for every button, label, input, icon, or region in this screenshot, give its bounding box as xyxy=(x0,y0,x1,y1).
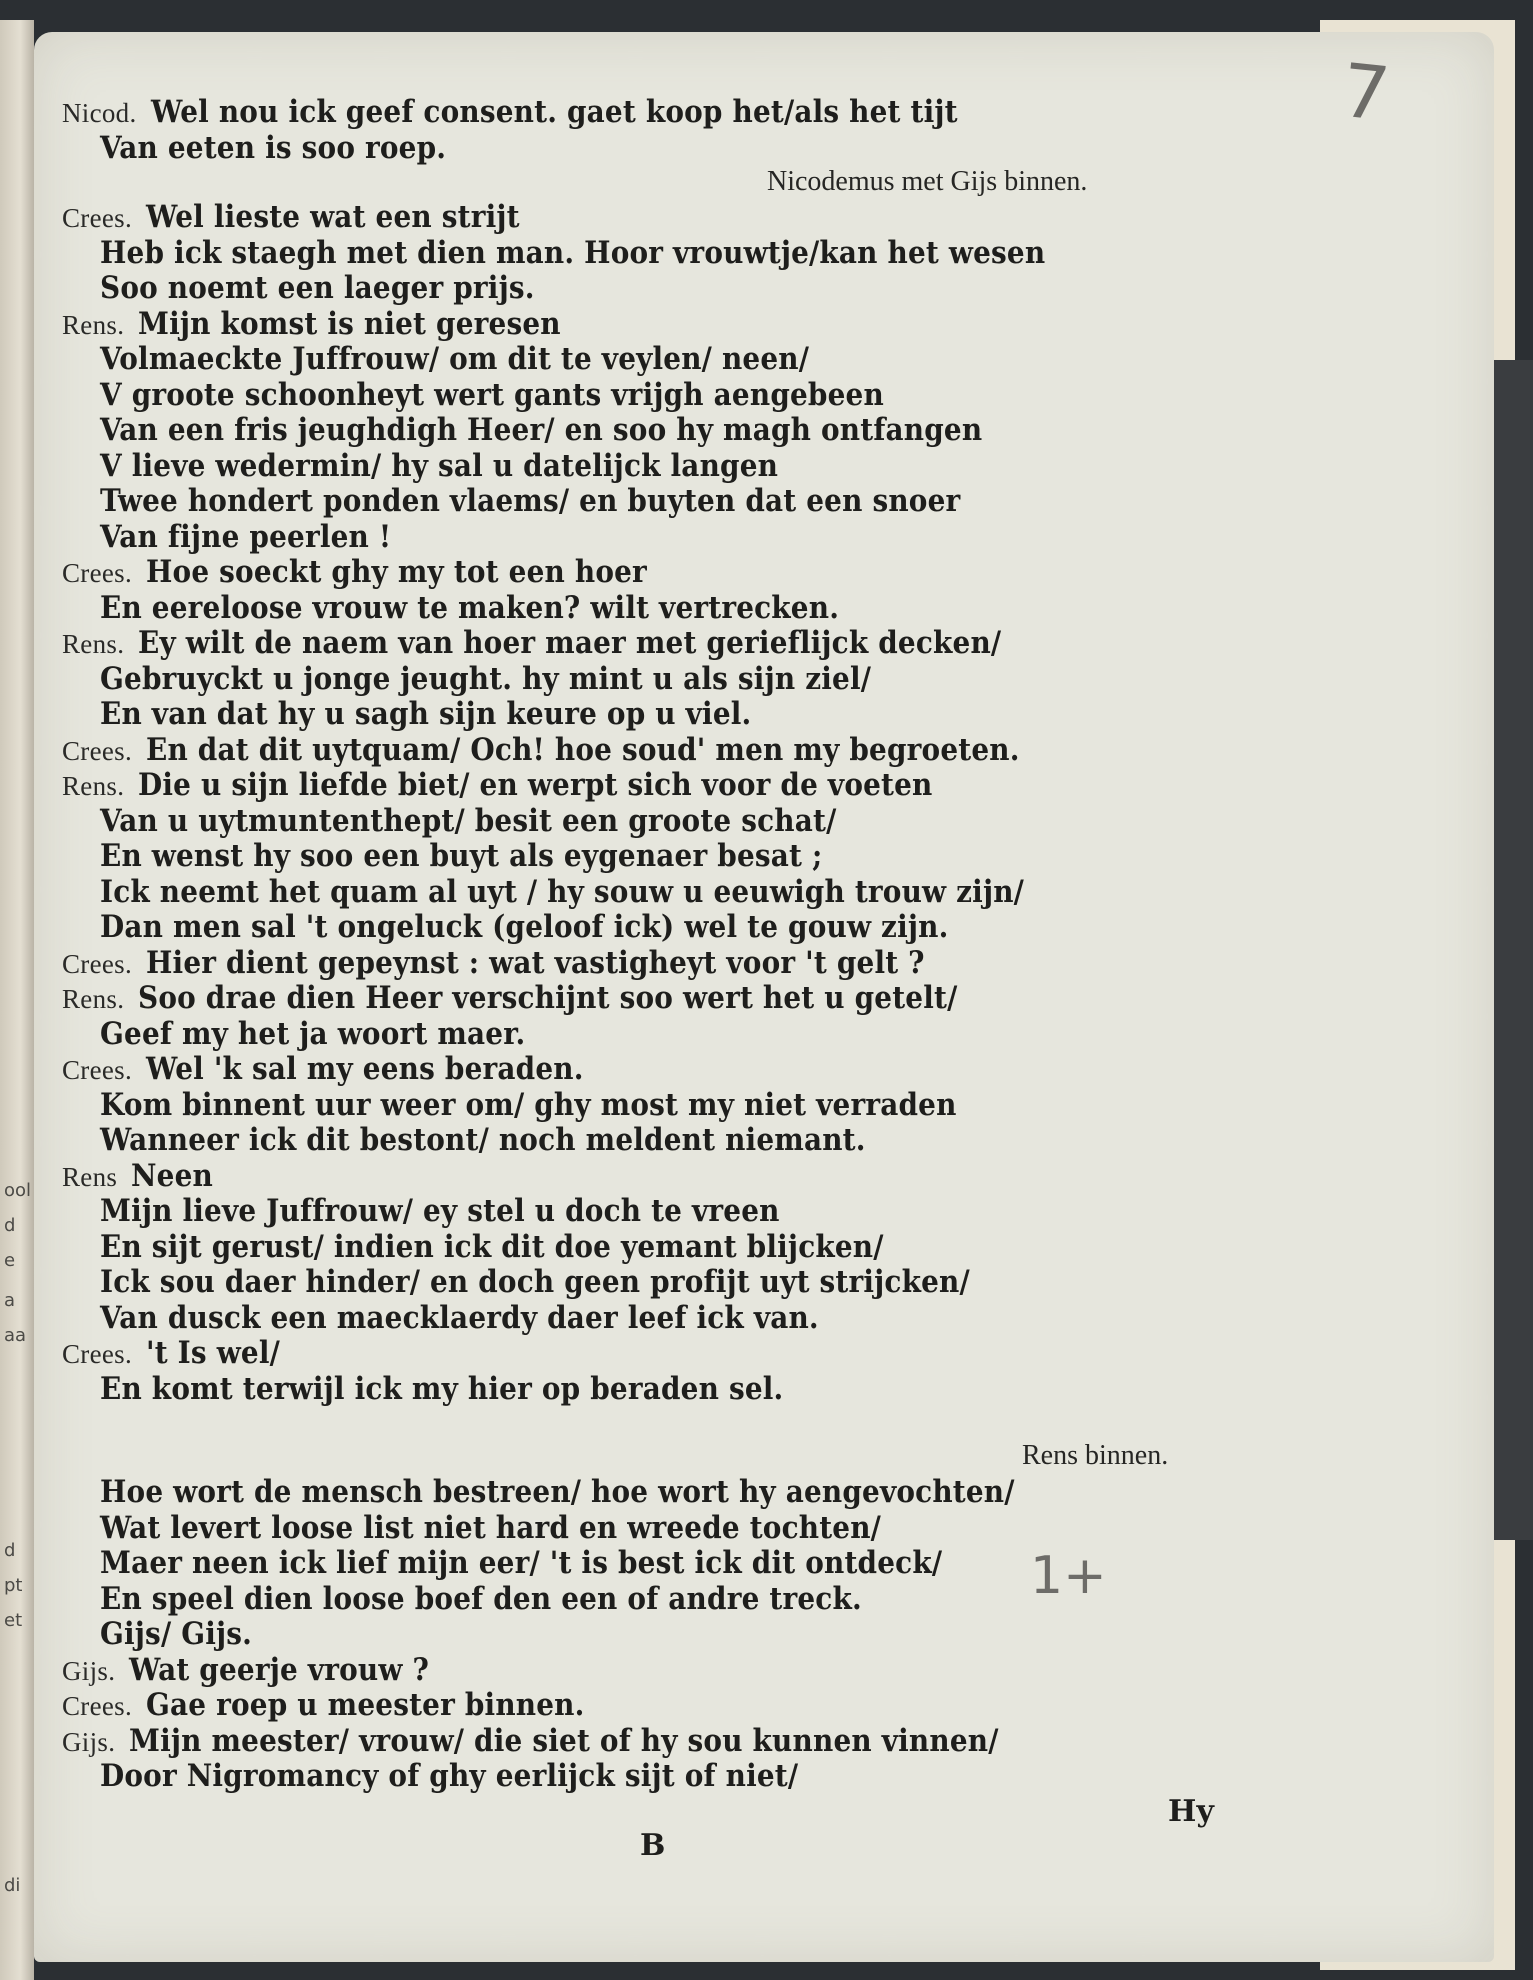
verse-text: Van eeten is soo roep. xyxy=(100,129,447,166)
verse-text: Maer neen ick lief mijn eer/ 't is best ick dit ontdeck/ xyxy=(100,1545,943,1581)
verse-line xyxy=(100,1616,269,1652)
facing-page-edge xyxy=(0,20,34,1980)
verse-line xyxy=(100,1193,855,1229)
verse-line xyxy=(100,1229,971,1265)
verse-line xyxy=(100,1758,876,1794)
verse-text: Wel nou ick geef consent. gaet koop het/als het tijt xyxy=(150,94,958,130)
verse-line xyxy=(100,1510,968,1546)
verse-text: En komt terwijl ick my hier op beraden sel. xyxy=(100,1370,784,1407)
speaker-name: Crees. xyxy=(62,1055,133,1085)
verse-line xyxy=(100,874,1127,910)
verse-line xyxy=(100,412,1080,448)
verse-text: Van fijne peerlen ! xyxy=(100,518,392,555)
speaker-name: Rens xyxy=(62,1161,118,1192)
verse-line xyxy=(100,1016,573,1052)
facing-page-fragment: ool xyxy=(4,1180,32,1201)
verse-text: En sijt gerust/ indien ick dit doe yemant blijcken/ xyxy=(100,1228,884,1265)
facing-page-fragment: aa xyxy=(4,1325,27,1346)
facing-page-fragment: d xyxy=(4,1215,16,1236)
verse-line xyxy=(100,341,888,377)
facing-page-fragment: d xyxy=(4,1540,16,1561)
verse-line xyxy=(100,1300,899,1336)
verse-text: Hoe wort de mensch bestreen/ hoe wort hy aengevochten/ xyxy=(100,1474,1015,1510)
verse-text: Ick neemt het quam al uyt / hy souw u eeuwigh trouw zijn/ xyxy=(100,873,1025,910)
verse-text: En dat dit uytquam/ Och! hoe soud' men my begroeten. xyxy=(146,731,1020,768)
verse-line xyxy=(62,554,703,591)
verse-text: Gebruyckt u jonge jeught. hy mint u als sijn ziel/ xyxy=(100,660,872,697)
verse-line xyxy=(62,980,1049,1017)
verse-text: Wat geerje vrouw ? xyxy=(129,1651,430,1688)
verse-line xyxy=(100,1087,1052,1123)
verse-text: Wel lieste wat een strijt xyxy=(146,199,520,235)
verse-line xyxy=(100,448,853,484)
verse-text: Twee hondert ponden vlaems/ en buyten dat een snoer xyxy=(100,483,961,519)
verse-line xyxy=(62,199,561,236)
verse-line xyxy=(62,767,1021,804)
verse-text: Ey wilt de naem van hoer maer met gerieflijck decken/ xyxy=(138,625,1002,661)
verse-text: V groote schoonheyt wert gants vrijgh aengebeen xyxy=(100,376,884,413)
verse-line xyxy=(62,732,1117,769)
verse-text: Die u sijn liefde biet/ en werpt sich voor de voeten xyxy=(138,767,933,803)
speaker-name: Gijs. xyxy=(62,1655,116,1686)
verse-text: Soo drae dien Heer verschijnt soo wert het u getelt/ xyxy=(138,980,958,1016)
speaker-name: Crees. xyxy=(62,735,133,766)
speaker-name: Gijs. xyxy=(62,1726,116,1757)
verse-text: Hoe soeckt ghy my tot een hoer xyxy=(146,554,647,590)
speaker-name: Rens. xyxy=(62,629,125,659)
facing-page-fragment: di xyxy=(4,1875,21,1896)
verse-text: Van een fris jeughdigh Heer/ en soo hy magh ontfangen xyxy=(100,412,983,448)
verse-line xyxy=(100,1545,1036,1581)
speaker-name: Crees. xyxy=(62,948,133,979)
catchword: Hy xyxy=(1168,1794,1215,1829)
signature-mark: B xyxy=(640,1828,666,1863)
verse-text: Heb ick staegh met dien man. Hoor vrouwtje/kan het wesen xyxy=(100,234,1046,271)
verse-text: Van dusck een maecklaerdy daer leef ick van. xyxy=(100,1299,819,1336)
verse-line xyxy=(100,803,918,839)
verse-text: Gae roep u meester binnen. xyxy=(146,1687,585,1723)
verse-line xyxy=(100,519,424,555)
verse-line xyxy=(62,625,1097,662)
verse-text: Mijn komst is niet geresen xyxy=(138,305,561,342)
speaker-name: Crees. xyxy=(62,558,133,588)
verse-line xyxy=(62,1335,295,1372)
verse-line xyxy=(100,909,1043,945)
verse-line xyxy=(100,1581,947,1617)
verse-line xyxy=(100,838,903,874)
verse-line xyxy=(62,945,1011,982)
verse-line xyxy=(100,1371,859,1407)
verse-text: Hier dient gepeynst : wat vastigheyt voor 't gelt ? xyxy=(146,944,925,981)
verse-text: Kom binnent uur weer om/ ghy most my niet verraden xyxy=(100,1086,957,1123)
verse-text: Van u uytmuntenthept/ besit een groote schat/ xyxy=(100,802,837,839)
verse-line xyxy=(62,1687,633,1724)
verse-text: Door Nigromancy of ghy eerlijck sijt of niet/ xyxy=(100,1758,799,1794)
speaker-name: Crees. xyxy=(62,203,133,233)
verse-line xyxy=(100,661,957,697)
book-page xyxy=(34,32,1494,1962)
stage-direction-rens: Rens binnen. xyxy=(1022,1440,1169,1471)
verse-text: 't Is wel/ xyxy=(146,1335,281,1371)
verse-text: En van dat hy u sagh sijn keure op u viel. xyxy=(100,696,752,732)
verse-line xyxy=(100,1474,1116,1510)
facing-page-fragment: a xyxy=(4,1290,16,1311)
speaker-name: Nicod. xyxy=(62,98,137,128)
verse-line xyxy=(100,1264,1067,1300)
facing-page-fragment: et xyxy=(4,1610,23,1631)
verse-text: Dan men sal 't ongeluck (geloof ick) wel te gouw zijn. xyxy=(100,909,949,945)
verse-line xyxy=(100,483,1056,519)
speaker-name: Rens. xyxy=(62,984,125,1014)
speaker-name: Crees. xyxy=(62,1691,133,1721)
verse-text: Neen xyxy=(131,1157,214,1194)
verse-text: Mijn lieve Juffrouw/ ey stel u doch te vreen xyxy=(100,1193,780,1229)
verse-text: V lieve wedermin/ hy sal u datelijck langen xyxy=(100,447,779,484)
verse-line xyxy=(62,1723,1096,1760)
verse-line xyxy=(100,696,824,732)
speaker-name: Rens. xyxy=(62,771,125,801)
speaker-name: Crees. xyxy=(62,1339,133,1369)
verse-text: Wel 'k sal my eens beraden. xyxy=(146,1051,584,1087)
verse-text: Geef my het ja woort maer. xyxy=(100,1015,526,1052)
verse-line xyxy=(62,306,608,343)
verse-text: Gijs/ Gijs. xyxy=(100,1616,253,1652)
stage-direction-nicodemus: Nicodemus met Gijs binnen. xyxy=(767,166,1088,197)
verse-line xyxy=(100,590,921,626)
verse-line xyxy=(62,1051,632,1088)
facing-page-fragment: pt xyxy=(4,1575,23,1596)
verse-text: En wenst hy soo een buyt als eygenaer besat ; xyxy=(100,838,823,874)
verse-line xyxy=(100,235,1150,271)
verse-line xyxy=(100,377,971,413)
verse-line xyxy=(62,1652,463,1689)
verse-text: Wanneer ick dit bestont/ noch meldent niemant. xyxy=(100,1122,866,1158)
pencil-annotation: 1+ xyxy=(1030,1546,1107,1606)
verse-text: Volmaeckte Juffrouw/ om dit te veylen/ neen/ xyxy=(100,341,810,377)
verse-line xyxy=(100,1122,951,1158)
verse-line xyxy=(62,1158,222,1195)
pencil-page-number: 7 xyxy=(1337,47,1394,139)
facing-page-fragment: e xyxy=(4,1250,16,1271)
speaker-name: Rens. xyxy=(62,309,125,340)
verse-text: En eereloose vrouw te maken? wilt vertrecken. xyxy=(100,589,840,626)
verse-text: En speel dien loose boef den een of andre treck. xyxy=(100,1580,862,1617)
verse-line xyxy=(100,130,485,166)
verse-text: Wat levert loose list niet hard en wreede tochten/ xyxy=(100,1509,882,1546)
verse-text: Mijn meester/ vrouw/ die siet of hy sou kunnen vinnen/ xyxy=(129,1722,999,1759)
verse-line xyxy=(100,270,583,306)
verse-text: Ick sou daer hinder/ en doch geen profijt uyt strijcken/ xyxy=(100,1264,970,1300)
verse-text: Soo noemt een laeger prijs. xyxy=(100,270,535,306)
verse-line xyxy=(62,94,1047,131)
